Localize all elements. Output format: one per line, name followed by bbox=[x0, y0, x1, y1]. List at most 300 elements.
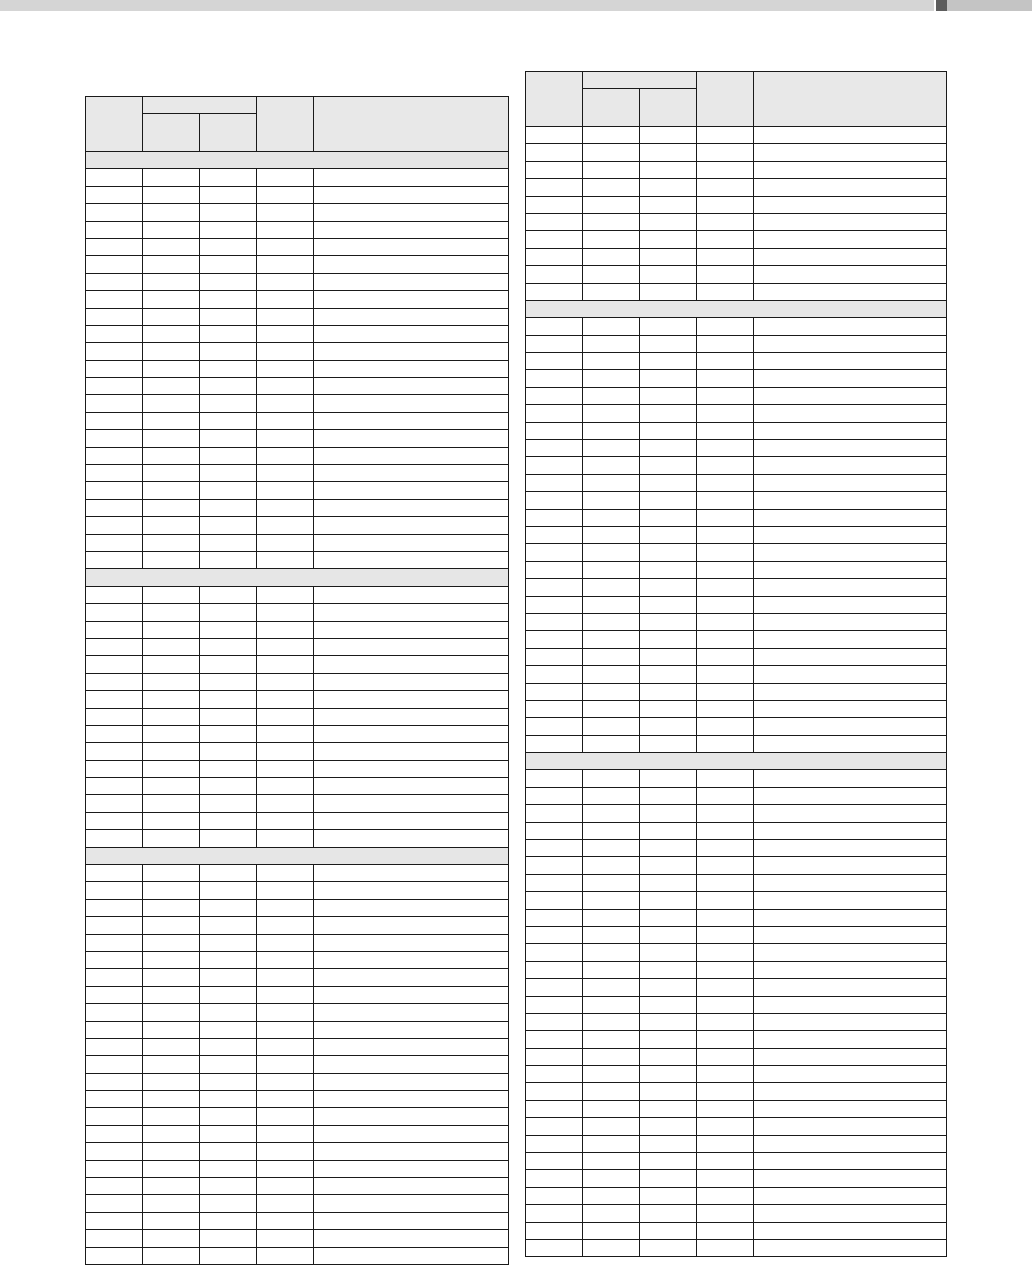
table-cell bbox=[640, 787, 697, 804]
table-cell bbox=[754, 874, 947, 891]
table-cell bbox=[754, 840, 947, 857]
table-cell bbox=[86, 638, 143, 655]
table-row bbox=[86, 465, 509, 482]
table-row bbox=[526, 544, 947, 561]
table-row bbox=[526, 283, 947, 300]
table-cell bbox=[526, 787, 583, 804]
table-row bbox=[526, 926, 947, 943]
table-cell bbox=[86, 204, 143, 221]
table-cell bbox=[583, 1066, 640, 1083]
table-cell bbox=[200, 343, 257, 360]
table-cell bbox=[86, 969, 143, 986]
table-cell bbox=[314, 273, 509, 290]
table-row bbox=[86, 986, 509, 1003]
table-cell bbox=[583, 874, 640, 891]
table-cell bbox=[583, 840, 640, 857]
table-row bbox=[86, 969, 509, 986]
table-row bbox=[86, 204, 509, 221]
table-row bbox=[526, 1135, 947, 1152]
table-cell bbox=[200, 691, 257, 708]
table-cell bbox=[583, 509, 640, 526]
table-cell bbox=[526, 1048, 583, 1065]
table-row bbox=[86, 395, 509, 412]
table-cell bbox=[200, 1143, 257, 1160]
table-cell bbox=[526, 961, 583, 978]
table-cell bbox=[583, 526, 640, 543]
table-cell bbox=[754, 1118, 947, 1135]
table-cell bbox=[754, 1187, 947, 1204]
table-cell bbox=[754, 1048, 947, 1065]
table-row bbox=[526, 666, 947, 683]
table-cell bbox=[526, 909, 583, 926]
table-cell bbox=[143, 291, 200, 308]
table-cell bbox=[583, 179, 640, 196]
table-cell bbox=[257, 291, 314, 308]
table-cell bbox=[526, 440, 583, 457]
table-row bbox=[86, 499, 509, 516]
table-cell bbox=[257, 221, 314, 238]
table-cell bbox=[697, 196, 754, 213]
table-row bbox=[526, 1013, 947, 1030]
table-cell bbox=[200, 204, 257, 221]
table-cell bbox=[754, 248, 947, 265]
table-cell bbox=[697, 1100, 754, 1117]
table-cell bbox=[314, 830, 509, 847]
table-cell bbox=[143, 586, 200, 603]
table-cell bbox=[314, 691, 509, 708]
table-cell bbox=[200, 725, 257, 742]
table-cell bbox=[526, 1031, 583, 1048]
table-cell bbox=[697, 996, 754, 1013]
table-cell bbox=[640, 579, 697, 596]
table-cell bbox=[86, 1212, 143, 1229]
table-cell bbox=[754, 996, 947, 1013]
section-header-row bbox=[86, 152, 509, 169]
table-cell bbox=[314, 1056, 509, 1073]
table-cell bbox=[583, 1031, 640, 1048]
table-cell bbox=[143, 691, 200, 708]
table-cell bbox=[640, 1013, 697, 1030]
table-cell bbox=[526, 179, 583, 196]
table-row bbox=[86, 1056, 509, 1073]
table-cell bbox=[200, 325, 257, 342]
table-cell bbox=[640, 926, 697, 943]
table-cell bbox=[754, 944, 947, 961]
table-cell bbox=[697, 857, 754, 874]
table-cell bbox=[200, 1160, 257, 1177]
table-cell bbox=[314, 1160, 509, 1177]
table-cell bbox=[583, 266, 640, 283]
table-cell bbox=[640, 840, 697, 857]
table-cell bbox=[314, 656, 509, 673]
table-cell bbox=[640, 1240, 697, 1257]
table-cell bbox=[200, 778, 257, 795]
table-cell bbox=[697, 909, 754, 926]
table-cell bbox=[314, 465, 509, 482]
table-cell bbox=[86, 899, 143, 916]
table-cell bbox=[526, 805, 583, 822]
table-cell bbox=[697, 683, 754, 700]
table-row bbox=[86, 1230, 509, 1247]
table-row bbox=[526, 613, 947, 630]
table-cell bbox=[640, 944, 697, 961]
table-cell bbox=[143, 917, 200, 934]
table-cell bbox=[754, 196, 947, 213]
table-cell bbox=[754, 1222, 947, 1239]
table-cell bbox=[526, 892, 583, 909]
table-cell bbox=[314, 708, 509, 725]
right-table bbox=[525, 71, 947, 1257]
table-row bbox=[86, 534, 509, 551]
table-cell bbox=[583, 370, 640, 387]
table-row bbox=[526, 909, 947, 926]
table-cell bbox=[640, 631, 697, 648]
table-cell bbox=[314, 1021, 509, 1038]
table-row bbox=[526, 840, 947, 857]
table-cell bbox=[143, 795, 200, 812]
table-cell bbox=[200, 656, 257, 673]
table-cell bbox=[526, 544, 583, 561]
table-cell bbox=[257, 325, 314, 342]
table-cell bbox=[697, 718, 754, 735]
section-label bbox=[86, 847, 509, 864]
table-cell bbox=[754, 909, 947, 926]
table-row bbox=[526, 353, 947, 370]
table-cell bbox=[640, 1153, 697, 1170]
table-row bbox=[526, 874, 947, 891]
table-cell bbox=[640, 1187, 697, 1204]
table-cell bbox=[86, 778, 143, 795]
table-cell bbox=[583, 405, 640, 422]
table-row bbox=[526, 474, 947, 491]
table-cell bbox=[314, 1038, 509, 1055]
table-cell bbox=[640, 1222, 697, 1239]
table-cell bbox=[640, 474, 697, 491]
table-cell bbox=[143, 1108, 200, 1125]
table-cell bbox=[200, 673, 257, 690]
table-cell bbox=[697, 596, 754, 613]
table-cell bbox=[526, 735, 583, 752]
table-cell bbox=[86, 830, 143, 847]
table-cell bbox=[526, 283, 583, 300]
table-row bbox=[86, 743, 509, 760]
table-cell bbox=[143, 760, 200, 777]
table-cell bbox=[583, 1170, 640, 1187]
table-cell bbox=[314, 760, 509, 777]
table-row bbox=[526, 770, 947, 787]
table-cell bbox=[583, 544, 640, 561]
table-cell bbox=[86, 1038, 143, 1055]
table-cell bbox=[143, 1073, 200, 1090]
table-cell bbox=[526, 944, 583, 961]
table-cell bbox=[583, 440, 640, 457]
table-cell bbox=[257, 430, 314, 447]
column-header bbox=[314, 97, 509, 152]
table-cell bbox=[257, 1004, 314, 1021]
table-cell bbox=[583, 926, 640, 943]
table-row bbox=[86, 360, 509, 377]
table-row bbox=[86, 551, 509, 568]
table-cell bbox=[526, 161, 583, 178]
table-cell bbox=[640, 683, 697, 700]
table-cell bbox=[314, 256, 509, 273]
table-cell bbox=[86, 1021, 143, 1038]
table-cell bbox=[526, 1135, 583, 1152]
table-cell bbox=[697, 213, 754, 230]
table-cell bbox=[200, 221, 257, 238]
table-cell bbox=[583, 144, 640, 161]
table-cell bbox=[86, 586, 143, 603]
table-row bbox=[526, 1100, 947, 1117]
table-cell bbox=[143, 169, 200, 186]
table-cell bbox=[754, 561, 947, 578]
table-cell bbox=[526, 387, 583, 404]
table-cell bbox=[697, 770, 754, 787]
table-row bbox=[86, 1125, 509, 1142]
table-cell bbox=[200, 1230, 257, 1247]
table-row bbox=[86, 604, 509, 621]
table-cell bbox=[697, 840, 754, 857]
table-cell bbox=[314, 412, 509, 429]
table-cell bbox=[526, 335, 583, 352]
table-cell bbox=[314, 360, 509, 377]
table-cell bbox=[697, 874, 754, 891]
table-cell bbox=[314, 325, 509, 342]
table-cell bbox=[526, 1222, 583, 1239]
table-row bbox=[86, 430, 509, 447]
table-cell bbox=[143, 465, 200, 482]
table-cell bbox=[526, 1153, 583, 1170]
table-cell bbox=[86, 291, 143, 308]
table-cell bbox=[314, 169, 509, 186]
table-cell bbox=[86, 256, 143, 273]
table-cell bbox=[314, 517, 509, 534]
table-cell bbox=[200, 1038, 257, 1055]
table-cell bbox=[200, 1091, 257, 1108]
table-cell bbox=[583, 892, 640, 909]
table-cell bbox=[86, 1073, 143, 1090]
table-row bbox=[86, 447, 509, 464]
table-cell bbox=[200, 447, 257, 464]
table-row bbox=[86, 1160, 509, 1177]
table-cell bbox=[697, 1048, 754, 1065]
table-cell bbox=[86, 447, 143, 464]
table-cell bbox=[314, 951, 509, 968]
table-row bbox=[526, 857, 947, 874]
table-cell bbox=[640, 648, 697, 665]
table-cell bbox=[200, 882, 257, 899]
table-cell bbox=[143, 725, 200, 742]
table-cell bbox=[583, 979, 640, 996]
table-cell bbox=[697, 787, 754, 804]
table-cell bbox=[143, 656, 200, 673]
table-row bbox=[526, 179, 947, 196]
table-cell bbox=[697, 1187, 754, 1204]
table-cell bbox=[754, 700, 947, 717]
table-cell bbox=[200, 638, 257, 655]
table-cell bbox=[200, 430, 257, 447]
table-row bbox=[526, 735, 947, 752]
table-cell bbox=[697, 1205, 754, 1222]
table-cell bbox=[314, 308, 509, 325]
table-row bbox=[86, 1247, 509, 1264]
section-label bbox=[86, 152, 509, 169]
table-cell bbox=[697, 509, 754, 526]
table-cell bbox=[143, 812, 200, 829]
column-header bbox=[86, 97, 143, 152]
table-cell bbox=[200, 917, 257, 934]
table-cell bbox=[640, 353, 697, 370]
table-cell bbox=[754, 805, 947, 822]
table-cell bbox=[697, 266, 754, 283]
table-cell bbox=[697, 944, 754, 961]
table-cell bbox=[86, 517, 143, 534]
table-cell bbox=[640, 1031, 697, 1048]
table-cell bbox=[314, 586, 509, 603]
table-cell bbox=[86, 465, 143, 482]
table-cell bbox=[754, 213, 947, 230]
table-cell bbox=[143, 499, 200, 516]
table-cell bbox=[697, 666, 754, 683]
table-cell bbox=[640, 526, 697, 543]
table-row bbox=[86, 1073, 509, 1090]
table-row bbox=[86, 778, 509, 795]
table-cell bbox=[583, 213, 640, 230]
table-cell bbox=[86, 621, 143, 638]
table-cell bbox=[86, 308, 143, 325]
table-cell bbox=[640, 735, 697, 752]
table-cell bbox=[754, 1153, 947, 1170]
table-cell bbox=[526, 857, 583, 874]
table-cell bbox=[200, 621, 257, 638]
column-header bbox=[697, 72, 754, 127]
table-cell bbox=[314, 551, 509, 568]
table-row bbox=[86, 482, 509, 499]
table-cell bbox=[200, 482, 257, 499]
table-cell bbox=[526, 1205, 583, 1222]
table-cell bbox=[754, 335, 947, 352]
table-row bbox=[86, 586, 509, 603]
table-cell bbox=[697, 631, 754, 648]
table-cell bbox=[143, 882, 200, 899]
table-cell bbox=[583, 909, 640, 926]
table-cell bbox=[257, 169, 314, 186]
table-cell bbox=[200, 534, 257, 551]
table-cell bbox=[257, 743, 314, 760]
table-cell bbox=[143, 673, 200, 690]
table-cell bbox=[754, 474, 947, 491]
table-cell bbox=[257, 708, 314, 725]
section-header-row bbox=[526, 300, 947, 317]
table-cell bbox=[257, 395, 314, 412]
table-row bbox=[526, 596, 947, 613]
table-row bbox=[526, 1153, 947, 1170]
table-cell bbox=[583, 961, 640, 978]
table-cell bbox=[697, 127, 754, 144]
table-cell bbox=[583, 666, 640, 683]
table-cell bbox=[200, 238, 257, 255]
table-cell bbox=[754, 1100, 947, 1117]
table-row bbox=[86, 1143, 509, 1160]
table-cell bbox=[257, 482, 314, 499]
table-cell bbox=[86, 325, 143, 342]
table-cell bbox=[583, 683, 640, 700]
table-cell bbox=[697, 144, 754, 161]
table-cell bbox=[754, 787, 947, 804]
table-cell bbox=[314, 673, 509, 690]
table-cell bbox=[526, 526, 583, 543]
table-cell bbox=[314, 1230, 509, 1247]
table-row bbox=[86, 221, 509, 238]
table-cell bbox=[640, 1135, 697, 1152]
table-cell bbox=[526, 1187, 583, 1204]
table-cell bbox=[86, 656, 143, 673]
table-row bbox=[526, 1048, 947, 1065]
table-cell bbox=[583, 735, 640, 752]
table-cell bbox=[86, 1108, 143, 1125]
table-cell bbox=[86, 951, 143, 968]
column-header bbox=[583, 89, 640, 127]
table-row bbox=[526, 127, 947, 144]
table-cell bbox=[86, 691, 143, 708]
table-cell bbox=[526, 561, 583, 578]
table-row bbox=[86, 638, 509, 655]
table-cell bbox=[754, 1205, 947, 1222]
table-cell bbox=[697, 579, 754, 596]
table-cell bbox=[640, 179, 697, 196]
table-cell bbox=[583, 1153, 640, 1170]
table-cell bbox=[640, 874, 697, 891]
table-cell bbox=[314, 1212, 509, 1229]
column-header bbox=[754, 72, 947, 127]
table-cell bbox=[257, 1195, 314, 1212]
table-cell bbox=[583, 492, 640, 509]
table-cell bbox=[143, 1160, 200, 1177]
table-cell bbox=[257, 517, 314, 534]
table-cell bbox=[143, 743, 200, 760]
table-row bbox=[86, 169, 509, 186]
table-row bbox=[86, 691, 509, 708]
table-row bbox=[526, 1170, 947, 1187]
table-cell bbox=[583, 248, 640, 265]
table-row bbox=[526, 335, 947, 352]
table-row bbox=[86, 238, 509, 255]
table-row bbox=[86, 951, 509, 968]
table-row bbox=[526, 892, 947, 909]
table-cell bbox=[697, 231, 754, 248]
table-cell bbox=[314, 865, 509, 882]
table-cell bbox=[314, 778, 509, 795]
table-cell bbox=[583, 700, 640, 717]
table-row bbox=[526, 387, 947, 404]
table-cell bbox=[86, 812, 143, 829]
section-header-row bbox=[526, 753, 947, 770]
table-row bbox=[526, 579, 947, 596]
table-cell bbox=[640, 544, 697, 561]
table-cell bbox=[640, 196, 697, 213]
table-cell bbox=[143, 325, 200, 342]
table-cell bbox=[314, 534, 509, 551]
table-row bbox=[526, 248, 947, 265]
table-cell bbox=[640, 266, 697, 283]
table-cell bbox=[754, 979, 947, 996]
table-cell bbox=[257, 1125, 314, 1142]
table-cell bbox=[526, 213, 583, 230]
table-cell bbox=[526, 248, 583, 265]
table-cell bbox=[257, 1230, 314, 1247]
table-row bbox=[86, 934, 509, 951]
table-cell bbox=[200, 308, 257, 325]
